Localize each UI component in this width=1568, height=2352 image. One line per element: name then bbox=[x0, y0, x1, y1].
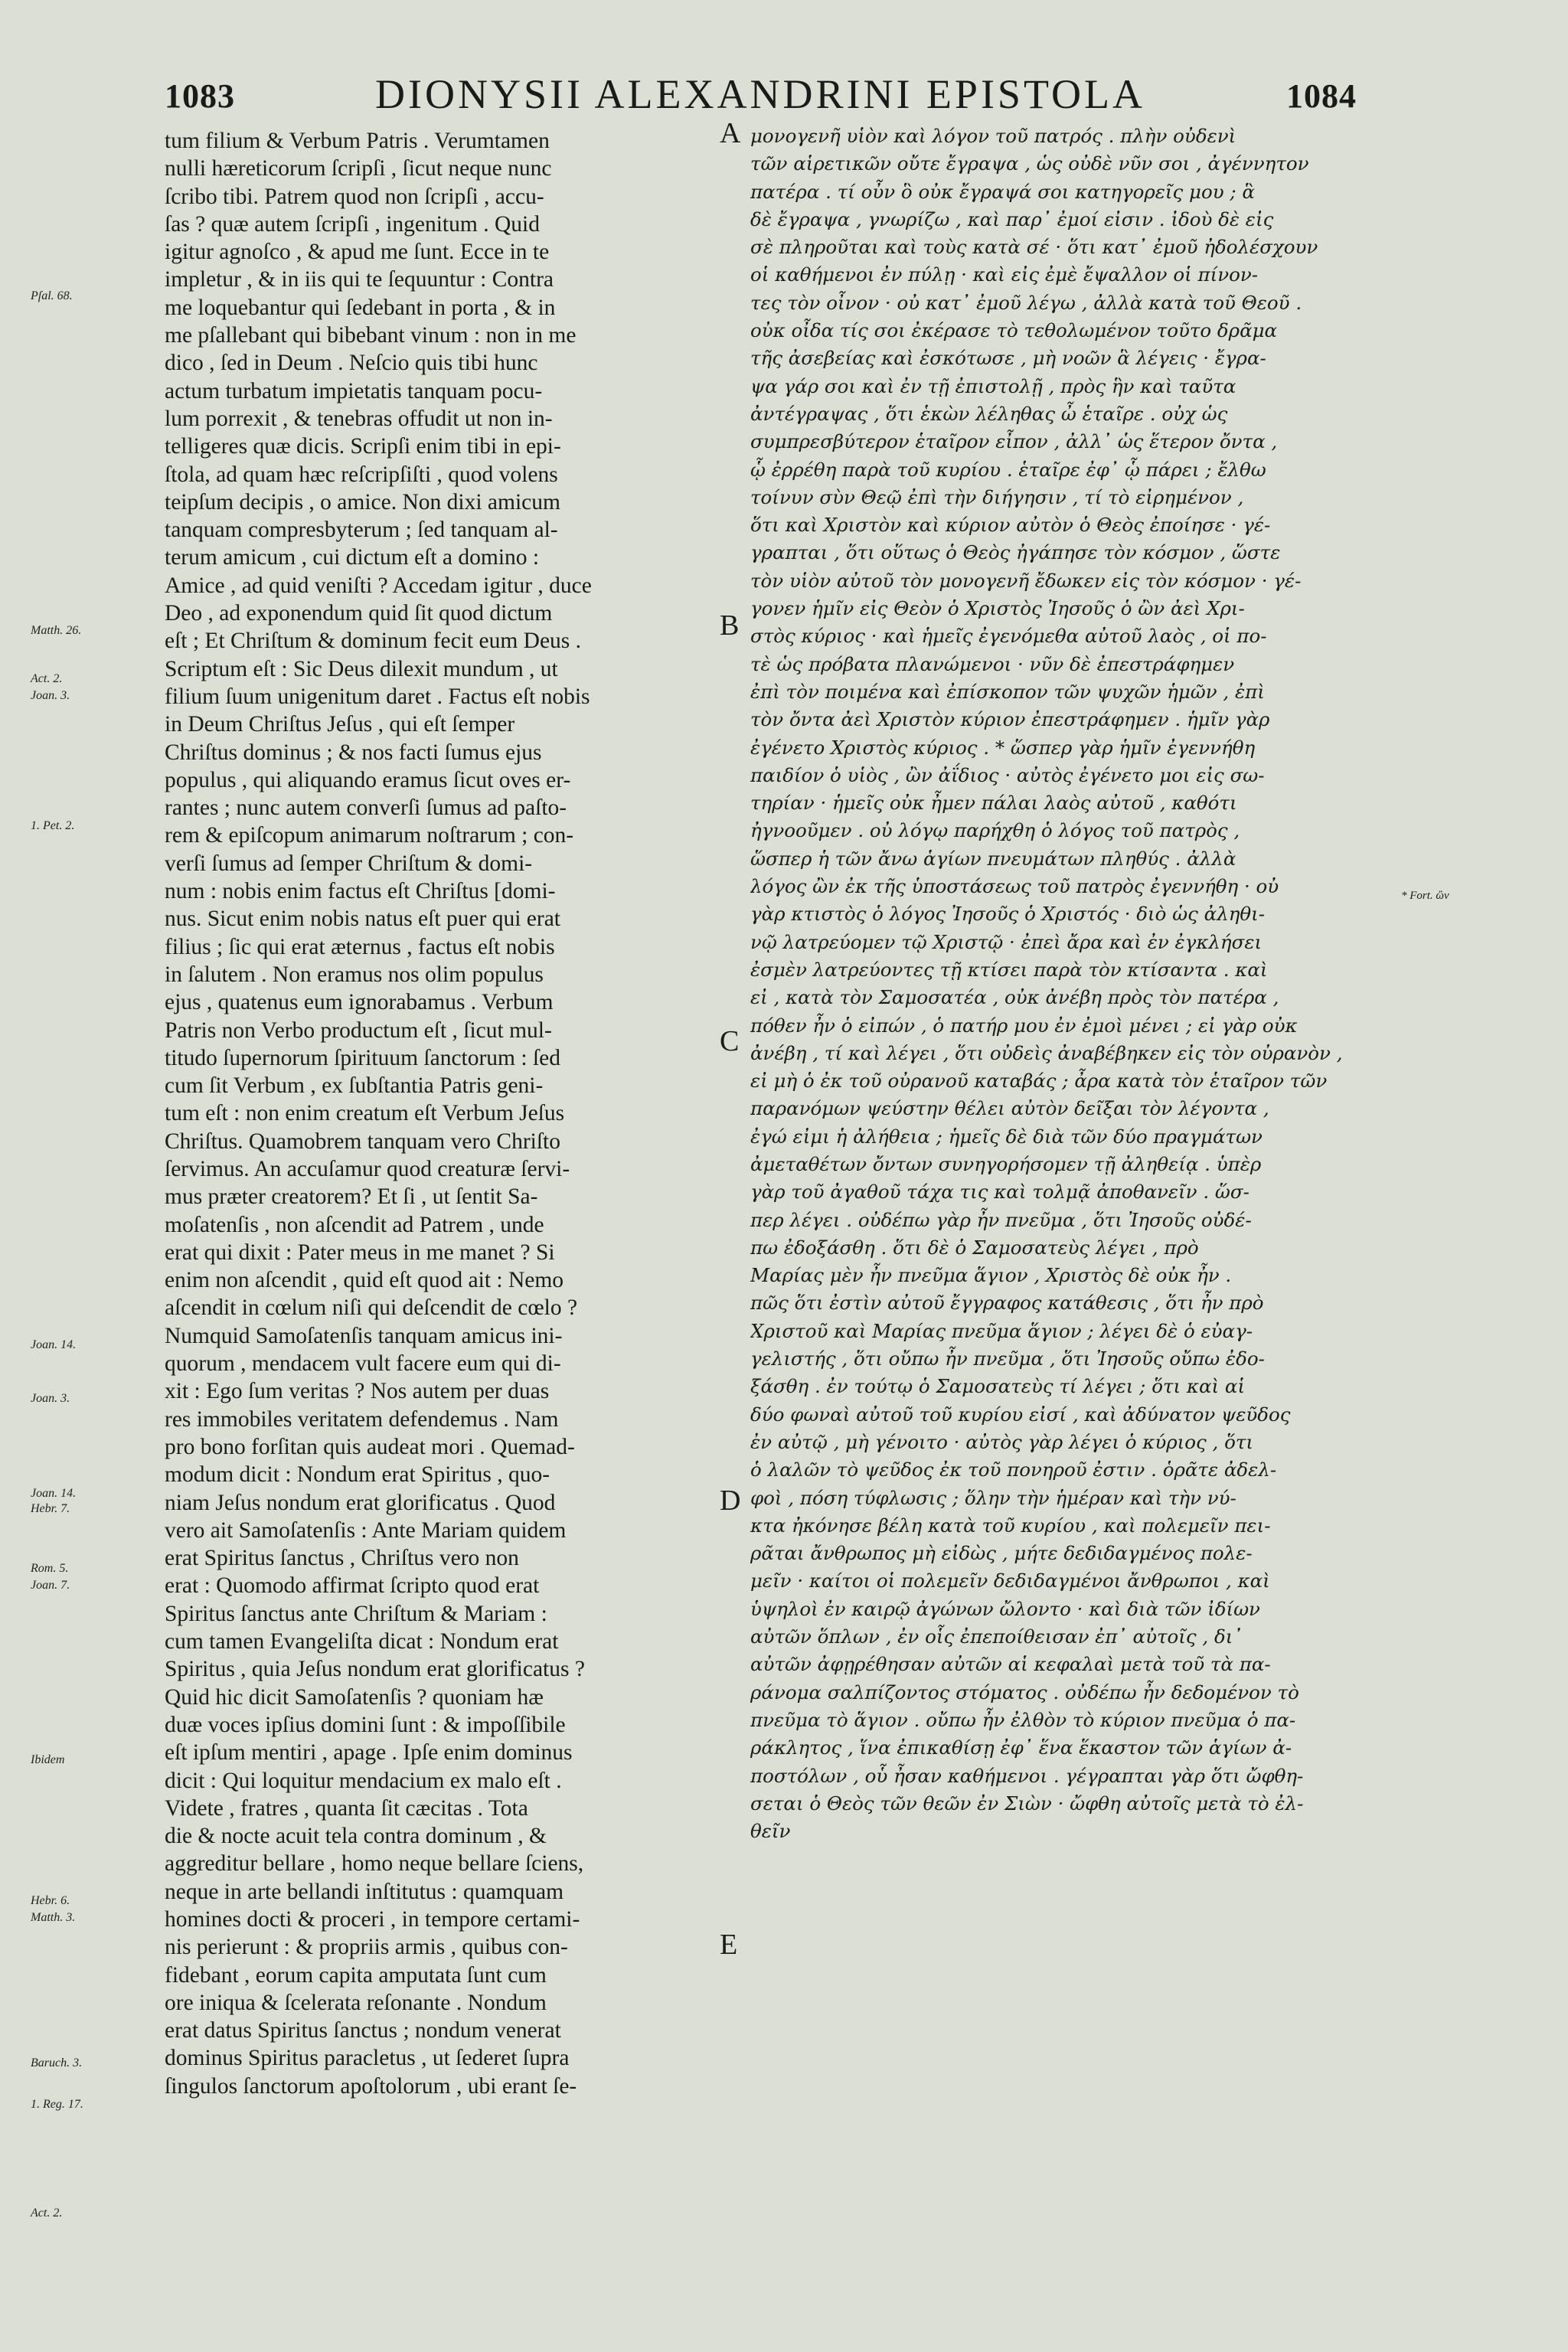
margin-note: Baruch. 3. bbox=[31, 2056, 83, 2069]
latin-text-line: mus præter creatorem? Et ſi , ut ſentit Sa- bbox=[165, 1184, 538, 1210]
latin-text-line: dicit : Qui loquitur mendacium ex malo eſt . bbox=[165, 1768, 562, 1793]
latin-text-line: Patris non Verbo productum eſt , ſicut mul- bbox=[165, 1018, 552, 1043]
margin-note: Matth. 3. bbox=[31, 1911, 76, 1924]
greek-text-line: ἐπὶ τὸν ποιμένα καὶ ἐπίσκοπον τῶν ψυχῶν ἡμῶν , ἐπὶ bbox=[750, 680, 1265, 703]
margin-note: Joan. 3. bbox=[31, 689, 70, 702]
greek-text-line: ψα γάρ σοι καὶ ἐν τῇ ἐπιστολῇ , πρὸς ἣν καὶ ταῦτα bbox=[750, 374, 1236, 397]
latin-text-line: cum tamen Evangeliſta dicat : Nondum erat bbox=[165, 1629, 559, 1655]
greek-text-line: ἀμεταθέτων ὄντων συνηγορήσομεν τῇ ἀληθείᾳ . ὑπὲρ bbox=[750, 1152, 1262, 1175]
greek-text-line: ὑψηλοὶ ἐν καιρῷ ἀγώνων ὤλοντο · καὶ διὰ τῶν ἰδίων bbox=[750, 1597, 1260, 1620]
greek-text-line: τὸν ὄντα ἀεὶ Χριστὸν κύριον ἐπεστράφημεν . ἡμῖν γὰρ bbox=[750, 708, 1270, 731]
latin-text-line: populus , qui aliquando eramus ſicut oves er- bbox=[165, 767, 571, 792]
latin-text-line: quorum , mendacem vult facere eum qui di- bbox=[165, 1351, 561, 1377]
greek-text-line: περ λέγει . οὐδέπω γὰρ ἦν πνεῦμα , ὅτι Ἰησοῦς οὐδέ- bbox=[750, 1208, 1252, 1231]
section-letter: B bbox=[720, 609, 740, 642]
greek-text-line: Μαρίας μὲν ἦν πνεῦμα ἅγιον , Χριστὸς δὲ οὐκ ἦν . bbox=[750, 1264, 1232, 1287]
latin-text-line: telligeres quæ dicis. Scripſi enim tibi in epi- bbox=[165, 434, 561, 459]
greek-text-line: ἐν αὐτῷ , μὴ γένοιτο · αὐτὸς γὰρ λέγει ὁ κύριος , ὅτι bbox=[750, 1430, 1254, 1453]
latin-text-line: nis perierunt : & propriis armis , quibus con- bbox=[165, 1935, 568, 1960]
latin-text-line: niam Jeſus nondum erat glorificatus . Quod bbox=[165, 1490, 556, 1515]
greek-text-line: οὐκ οἶδα τίς σοι ἐκέρασε τὸ τεθολωμένον τοῦτο δρᾶμα bbox=[750, 319, 1278, 342]
greek-text-line: ὥσπερ ἡ τῶν ἄνω ἁγίων πνευμάτων πληθύς . ἀλλὰ bbox=[750, 847, 1236, 870]
latin-text-line: in Deum Chriſtus Jeſus , qui eſt ſemper bbox=[165, 712, 515, 737]
greek-text-line: τὲ ὡς πρόβατα πλανώμενοι · νῦν δὲ ἐπεστράφημεν bbox=[750, 652, 1235, 675]
latin-text-line: erat : Quomodo affirmat ſcripto quod erat bbox=[165, 1573, 540, 1599]
greek-text-line: γονεν ἡμῖν εἰς Θεὸν ὁ Χριστὸς Ἰησοῦς ὁ ὢν ἀεὶ Χρι- bbox=[750, 597, 1245, 620]
latin-text-line: Chriſtus. Quamobrem tanquam vero Chriſto bbox=[165, 1129, 560, 1154]
latin-text-line: eſt ipſum mentiri , apage . Ipſe enim dominus bbox=[165, 1740, 573, 1766]
greek-text-line: γὰρ κτιστὸς ὁ λόγος Ἰησοῦς ὁ Χριστός · διὸ ὡς ἀληθι- bbox=[750, 903, 1266, 926]
margin-note: Act. 2. bbox=[31, 672, 63, 685]
latin-text-line: ejus , quatenus eum ignorabamus . Verbum bbox=[165, 990, 554, 1015]
latin-text-line: Videte , fratres , quanta ſit cæcitas . Tota bbox=[165, 1795, 528, 1821]
section-letter: E bbox=[720, 1929, 738, 1961]
greek-text-line: εἰ μὴ ὁ ἐκ τοῦ οὐρανοῦ καταβάς ; ἆρα κατὰ τὸν ἑταῖρον τῶν bbox=[750, 1070, 1328, 1093]
greek-text-line: μεῖν · καίτοι οἱ πολεμεῖν δεδιδαγμένοι ἄνθρωποι , καὶ bbox=[750, 1570, 1270, 1592]
latin-text-line: modum dicit : Nondum erat Spiritus , quo- bbox=[165, 1462, 550, 1488]
latin-text-line: Quid hic dicit Samoſatenſis ? quoniam hæ bbox=[165, 1684, 544, 1710]
greek-text-line: ὁ λαλῶν τὸ ψεῦδος ἐκ τοῦ πονηροῦ ἐστιν . ὁρᾶτε ἀδελ- bbox=[750, 1459, 1277, 1481]
latin-text-line: Scriptum eſt : Sic Deus dilexit mundum , ut bbox=[165, 656, 558, 681]
section-letter: D bbox=[720, 1485, 741, 1517]
greek-text-line: ᾧ ἐρρέθη παρὰ τοῦ κυρίου . ἑταῖρε ἐφ᾽ ᾧ πάρει ; ἔλθω bbox=[750, 458, 1266, 481]
margin-note-right: * Fort. ὢν bbox=[1401, 890, 1449, 902]
latin-text-line: eſt ; Et Chriſtum & dominum fecit eum Deus . bbox=[165, 629, 582, 654]
latin-text-line: verſi ſumus ad ſemper Chriſtum & domi- bbox=[165, 851, 533, 876]
latin-text-line: nus. Sicut enim nobis natus eſt puer qui erat bbox=[165, 906, 560, 932]
greek-text-line: αὐτῶν ὅπλων , ἐν οἷς ἐπεποίθεισαν ἐπ᾽ αὐτοῖς , δι᾽ bbox=[750, 1625, 1243, 1648]
greek-text-line: νῷ λατρεύομεν τῷ Χριστῷ · ἐπεὶ ἄρα καὶ ἐν ἐγκλήσει bbox=[750, 930, 1263, 953]
latin-text-line: Spiritus , quia Jeſus nondum erat glorificatus ? bbox=[165, 1657, 585, 1682]
greek-text-line: συμπρεσβύτερον ἑταῖρον εἶπον , ἀλλ᾽ ὡς ἕτερον ὄντα , bbox=[750, 430, 1278, 453]
greek-text-line: ξάσθη . ἐν τούτῳ ὁ Σαμοσατεὺς τί λέγει ; ὅτι καὶ αἱ bbox=[750, 1375, 1246, 1398]
section-letter: A bbox=[720, 117, 741, 149]
greek-text-line: πατέρα . τί οὖν ὃ οὐκ ἔγραψά σοι κατηγορεῖς μου ; ἃ bbox=[750, 180, 1255, 203]
latin-text-line: aggreditur bellare , homo neque bellare ſciens, bbox=[165, 1851, 584, 1877]
latin-text-line: duæ voces ipſius domini ſunt : & impoſſibile bbox=[165, 1712, 566, 1737]
latin-text-line: impletur , & in iis qui te ſequuntur : Contra bbox=[165, 267, 554, 292]
greek-text-line: μονογενῆ υἱὸν καὶ λόγον τοῦ πατρός . πλὴν οὐδενὶ bbox=[750, 125, 1236, 147]
margin-note: Ibidem bbox=[31, 1753, 65, 1766]
greek-text-line: πω ἐδοξάσθη . ὅτι δὲ ὁ Σαμοσατεὺς λέγει , πρὸ bbox=[750, 1236, 1199, 1259]
latin-text-line: terum amicum , cui dictum eſt a domino : bbox=[165, 545, 540, 570]
margin-note: Joan. 7. bbox=[31, 1579, 70, 1592]
margin-note: Act. 2. bbox=[31, 2207, 63, 2220]
greek-text-line: κτα ἠκόνησε βέλη κατὰ τοῦ κυρίου , καὶ πολεμεῖν πει- bbox=[750, 1514, 1271, 1537]
greek-text-line: ράκλητος , ἵνα ἐπικαθίσῃ ἐφ᾽ ἕνα ἕκαστον τῶν ἁγίων ἀ- bbox=[750, 1736, 1292, 1759]
latin-text-line: erat datus Spiritus ſanctus ; nondum venerat bbox=[165, 2018, 561, 2043]
greek-text-line: στὸς κύριος · καὶ ἡμεῖς ἐγενόμεθα αὐτοῦ λαὸς , οἱ πο- bbox=[750, 625, 1267, 648]
greek-text-line: φοὶ , πόση τύφλωσις ; ὅλην τὴν ἡμέραν καὶ τὴν νύ- bbox=[750, 1486, 1236, 1509]
latin-text-line: filius ; ſic qui erat æternus , factus eſt nobis bbox=[165, 934, 555, 959]
greek-text-line: δύο φωναὶ αὐτοῦ τοῦ κυρίου εἰσί , καὶ ἀδύνατον ψεῦδος bbox=[750, 1403, 1291, 1426]
greek-text-column bbox=[750, 122, 1378, 1845]
latin-text-line: dico , ſed in Deum . Neſcio quis tibi hunc bbox=[165, 351, 538, 376]
greek-text-line: δὲ ἔγραψα , γνωρίζω , καὶ παρ᾽ ἐμοί εἰσιν . ἰδοὺ δὲ εἰς bbox=[750, 207, 1274, 230]
latin-text-line: pro bono forſitan quis audeat mori . Quemad- bbox=[165, 1434, 575, 1459]
greek-text-line: ποστόλων , οὗ ἦσαν καθήμενοι . γέγραπται γὰρ ὅτι ὤφθη- bbox=[750, 1764, 1304, 1787]
margin-note: 1. Reg. 17. bbox=[31, 2098, 83, 2111]
latin-text-line: die & nocte acuit tela contra dominum , & bbox=[165, 1824, 547, 1849]
greek-text-line: λόγος ὢν ἐκ τῆς ὑποστάσεως τοῦ πατρὸς ἐγεννήθη · οὐ bbox=[750, 875, 1279, 898]
latin-text-line: moſatenſis , non aſcendit ad Patrem , unde bbox=[165, 1212, 544, 1237]
greek-text-line: τῆς ἀσεβείας καὶ ἐσκότωσε , μὴ νοῶν ἃ λέγεις · ἔγρα- bbox=[750, 347, 1266, 370]
page-number-left: 1083 bbox=[165, 77, 235, 115]
latin-text-line: Spiritus ſanctus ante Chriſtum & Mariam : bbox=[165, 1601, 547, 1626]
latin-text-line: Chriſtus dominus ; & nos facti ſumus ejus bbox=[165, 740, 542, 765]
margin-note: Matth. 26. bbox=[31, 624, 82, 637]
greek-text-line: γὰρ τοῦ ἀγαθοῦ τάχα τις καὶ τολμᾷ ἀποθανεῖν . ὥσ- bbox=[750, 1181, 1250, 1204]
latin-text-line: xit : Ego ſum veritas ? Nos autem per duas bbox=[165, 1379, 550, 1404]
latin-text-line: in ſalutem . Non eramus nos olim populus bbox=[165, 962, 544, 987]
margin-note: Joan. 14. bbox=[31, 1338, 77, 1351]
greek-text-line: Χριστοῦ καὶ Μαρίας πνεῦμα ἅγιον ; λέγει δὲ ὁ εὐαγ- bbox=[750, 1319, 1253, 1342]
greek-text-line: τῶν αἱρετικῶν οὔτε ἔγραψα , ὡς οὐδὲ νῦν σοι , ἀγέννητον bbox=[750, 152, 1309, 175]
latin-text-line: ſervimus. An accuſamur quod creaturæ ſervi- bbox=[165, 1156, 570, 1181]
section-letter: C bbox=[720, 1025, 740, 1057]
greek-text-line: πνεῦμα τὸ ἅγιον . οὔπω ἦν ἐλθὸν τὸ κύριον πνεῦμα ὁ πα- bbox=[750, 1708, 1296, 1731]
latin-text-line: me pſallebant qui bibebant vinum : non in me bbox=[165, 323, 577, 348]
greek-text-line: σεται ὁ Θεὸς τῶν θεῶν ἐν Σιὼν · ὤφθη αὐτοῖς μετὰ τὸ ἐλ- bbox=[750, 1792, 1304, 1815]
margin-note: Hebr. 7. bbox=[31, 1502, 70, 1515]
greek-text-line: ἐγένετο Χριστὸς κύριος . * ὥσπερ γὰρ ἡμῖν ἐγεννήθη bbox=[750, 736, 1256, 759]
greek-text-line: θεῖν bbox=[750, 1820, 791, 1843]
latin-text-line: aſcendit in cœlum niſi qui deſcendit de cœlo ? bbox=[165, 1295, 578, 1321]
greek-text-line: ἠγνοοῦμεν . οὐ λόγῳ παρήχθη ὁ λόγος τοῦ πατρὸς , bbox=[750, 819, 1240, 842]
latin-text-line: lum porrexit , & tenebras offudit ut non in- bbox=[165, 406, 553, 431]
latin-text-line: Deo , ad exponendum quid ſit quod dictum bbox=[165, 601, 553, 626]
latin-text-line: Numquid Samoſatenſis tanquam amicus ini- bbox=[165, 1323, 563, 1348]
latin-text-line: Amice , ad quid veniſti ? Accedam igitur , duce bbox=[165, 573, 592, 598]
greek-text-line: ράνομα σαλπίζοντος στόματος . οὐδέπω ἦν δεδομένον τὸ bbox=[750, 1681, 1299, 1704]
latin-text-line: enim non aſcendit , quid eſt quod ait : Nemo bbox=[165, 1268, 564, 1293]
margin-note: Rom. 5. bbox=[31, 1562, 69, 1575]
latin-text-line: res immobiles veritatem defendemus . Nam bbox=[165, 1406, 559, 1432]
greek-text-line: πῶς ὅτι ἐστὶν αὐτοῦ ἔγγραφος κατάθεσις , ὅτι ἦν πρὸ bbox=[750, 1292, 1264, 1315]
greek-text-line: ἐσμὲν λατρεύοντες τῇ κτίσει παρὰ τὸν κτίσαντα . καὶ bbox=[750, 958, 1268, 981]
latin-text-line: actum turbatum impietatis tanquam pocu- bbox=[165, 378, 543, 403]
margin-note: Joan. 14. bbox=[31, 1487, 77, 1500]
latin-text-line: rem & epiſcopum animarum noſtrarum ; con- bbox=[165, 823, 574, 848]
latin-text-line: ſingulos ſanctorum apoſtolorum , ubi erant ſe- bbox=[165, 2073, 577, 2099]
greek-text-line: παιδίον ὁ υἱὸς , ὢν ἀΐδιος · αὐτὸς ἐγένετο μοι εἰς σω- bbox=[750, 763, 1265, 786]
running-head-title: DIONYSII ALEXANDRINI EPISTOLA bbox=[375, 71, 1145, 117]
greek-text-line: γραπται , ὅτι οὕτως ὁ Θεὸς ἠγάπησε τὸν κόσμον , ὥστε bbox=[750, 541, 1281, 564]
greek-text-line: τοίνυν σὺν Θεῷ ἐπὶ τὴν διήγησιν , τί τὸ εἰρημένον , bbox=[750, 485, 1244, 508]
greek-text-line: αὐτῶν ἀφῃρέθησαν αὐτῶν αἱ κεφαλαὶ μετὰ τοῦ τὰ πα- bbox=[750, 1653, 1271, 1676]
latin-text-line: ſtola, ad quam hæc reſcripſiſti , quod volens bbox=[165, 462, 558, 487]
greek-text-line: γελιστής , ὅτι οὔπω ἦν πνεῦμα , ὅτι Ἰησοῦς οὔπω ἐδο- bbox=[750, 1348, 1265, 1370]
latin-text-line: nulli hæreticorum ſcripſi , ſicut neque nunc bbox=[165, 156, 552, 181]
latin-text-line: homines docti & proceri , in tempore certami- bbox=[165, 1907, 580, 1932]
margin-note: 1. Pet. 2. bbox=[31, 819, 75, 832]
latin-text-line: ſcribo tibi. Patrem quod non ſcripſi , accu- bbox=[165, 184, 544, 209]
margin-note: Pſal. 68. bbox=[31, 289, 73, 302]
latin-text-line: cum ſit Verbum , ex ſubſtantia Patris geni- bbox=[165, 1073, 544, 1099]
greek-text-line: ρᾶται ἄνθρωπος μὴ εἰδὼς , μήτε δεδιδαγμένος πολε- bbox=[750, 1542, 1253, 1565]
greek-text-line: ἀντέγραψας , ὅτι ἑκὼν λέληθας ὦ ἑταῖρε . οὐχ ὡς bbox=[750, 402, 1228, 425]
latin-text-line: vero ait Samoſatenſis : Ante Mariam quidem bbox=[165, 1517, 567, 1543]
latin-text-line: erat Spiritus ſanctus , Chriſtus vero non bbox=[165, 1546, 519, 1571]
greek-text-line: ἀνέβη , τί καὶ λέγει , ὅτι οὐδεὶς ἀναβέβηκεν εἰς τὸν οὐρανὸν , bbox=[750, 1041, 1343, 1064]
latin-text-line: ore iniqua & ſcelerata reſonante . Nondum bbox=[165, 1990, 547, 2015]
latin-text-line: fidebant , eorum capita amputata ſunt cum bbox=[165, 1962, 547, 1988]
greek-text-line: τὸν υἱὸν αὐτοῦ τὸν μονογενῆ ἔδωκεν εἰς τὸν κόσμον · γέ- bbox=[750, 569, 1302, 592]
latin-text-line: igitur agnoſco , & apud me ſunt. Ecce in te bbox=[165, 240, 550, 265]
greek-text-line: πόθεν ἦν ὁ εἰπών , ὁ πατήρ μου ἐν ἐμοὶ μένει ; εἰ γὰρ οὐκ bbox=[750, 1014, 1298, 1037]
latin-text-line: neque in arte bellandi inſtitutus : quamquam bbox=[165, 1879, 564, 1904]
latin-text-line: erat qui dixit : Pater meus in me manet ? Si bbox=[165, 1240, 555, 1265]
greek-text-line: τηρίαν · ἡμεῖς οὐκ ἦμεν πάλαι λαὸς αὐτοῦ , καθότι bbox=[750, 792, 1237, 815]
latin-text-line: tum eſt : non enim creatum eſt Verbum Jeſus bbox=[165, 1101, 565, 1126]
latin-text-line: tum filium & Verbum Patris . Verumtamen bbox=[165, 129, 550, 153]
greek-text-line: ὅτι καὶ Χριστὸν καὶ κύριον αὐτὸν ὁ Θεὸς ἐποίησε · γέ- bbox=[750, 514, 1271, 537]
latin-text-line: titudo ſupernorum ſpirituum ſanctorum : ſed bbox=[165, 1045, 560, 1070]
latin-text-line: teipſum decipis , o amice. Non dixi amicum bbox=[165, 489, 560, 514]
greek-text-line: σὲ πληροῦται καὶ τοὺς κατὰ σέ · ὅτι κατ᾽ ἐμοῦ ἠδολέσχουν bbox=[750, 236, 1318, 259]
latin-text-line: me loquebantur qui ſedebant in porta , & in bbox=[165, 295, 556, 320]
greek-text-line: ἐγώ εἰμι ἡ ἀλήθεια ; ἡμεῖς δὲ διὰ τῶν δύο πραγμάτων bbox=[750, 1125, 1263, 1148]
greek-text-line: παρανόμων ψεύστην θέλει αὐτὸν δεῖξαι τὸν λέγοντα , bbox=[750, 1097, 1269, 1120]
latin-text-line: tanquam compresbyterum ; ſed tanquam al- bbox=[165, 518, 558, 543]
latin-text-column bbox=[165, 127, 731, 2100]
greek-text-line: τες τὸν οἶνον · οὐ κατ᾽ ἐμοῦ λέγω , ἀλλὰ κατὰ τοῦ Θεοῦ . bbox=[750, 291, 1302, 314]
latin-text-line: num : nobis enim factus eſt Chriſtus [domi- bbox=[165, 879, 556, 904]
latin-text-line: ſas ? quæ autem ſcripſi , ingenitum . Quid bbox=[165, 211, 540, 237]
greek-text-line: εἰ , κατὰ τὸν Σαμοσατέα , οὐκ ἀνέβη πρὸς τὸν πατέρα , bbox=[750, 986, 1279, 1009]
margin-note: Joan. 3. bbox=[31, 1392, 70, 1405]
latin-text-line: dominus Spiritus paracletus , ut ſederet ſupra bbox=[165, 2046, 570, 2071]
margin-note: Hebr. 6. bbox=[31, 1894, 70, 1907]
page-number-right: 1084 bbox=[1286, 77, 1357, 115]
latin-text-line: rantes ; nunc autem converſi ſumus ad paſto- bbox=[165, 795, 567, 821]
latin-text-line: filium ſuum unigenitum daret . Factus eſt nobis bbox=[165, 684, 590, 709]
greek-text-line: οἱ καθήμενοι ἐν πύλῃ · καὶ εἰς ἐμὲ ἔψαλλον οἱ πίνον- bbox=[750, 263, 1259, 286]
